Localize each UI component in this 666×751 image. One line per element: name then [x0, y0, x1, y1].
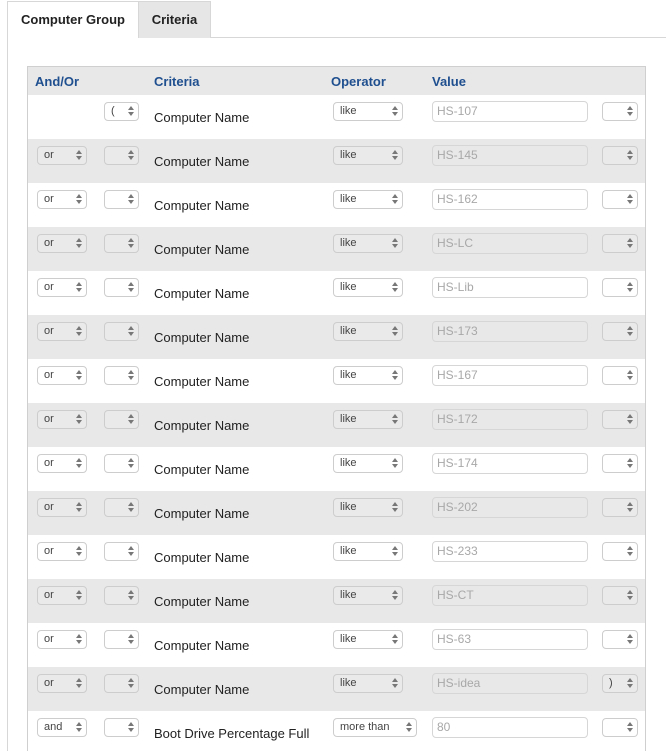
operator-select[interactable]: [333, 410, 403, 429]
up-down-chevron-icon: [127, 369, 135, 382]
up-down-chevron-icon: [127, 501, 135, 514]
up-down-chevron-icon: [75, 149, 83, 162]
criteria-name: Computer Name: [154, 682, 250, 697]
and-or-select[interactable]: [37, 454, 87, 473]
close-paren-select[interactable]: [602, 102, 638, 121]
up-down-chevron-icon: [127, 237, 135, 250]
value-input[interactable]: HS-233: [432, 541, 588, 562]
header-value: Value: [432, 74, 466, 89]
value-input[interactable]: HS-idea: [432, 673, 588, 694]
operator-select-value: like: [340, 677, 357, 689]
value-input[interactable]: HS-167: [432, 365, 588, 386]
open-paren-select[interactable]: [104, 410, 139, 429]
criteria-name: Computer Name: [154, 418, 250, 433]
up-down-chevron-icon: [626, 105, 634, 118]
criteria-name: Boot Drive Percentage Full: [154, 726, 310, 741]
and-or-select-value: or: [44, 589, 54, 601]
up-down-chevron-icon: [75, 193, 83, 206]
criteria-name: Computer Name: [154, 594, 250, 609]
value-input[interactable]: HS-202: [432, 497, 588, 518]
up-down-chevron-icon: [127, 325, 135, 338]
value-input[interactable]: HS-CT: [432, 585, 588, 606]
close-paren-select[interactable]: [602, 322, 638, 341]
operator-select-value: like: [340, 105, 357, 117]
close-paren-select[interactable]: [602, 366, 638, 385]
up-down-chevron-icon: [405, 721, 413, 734]
and-or-select-value: or: [44, 237, 54, 249]
operator-select-value: like: [340, 501, 357, 513]
up-down-chevron-icon: [391, 501, 399, 514]
and-or-select[interactable]: [37, 146, 87, 165]
operator-select[interactable]: [333, 102, 403, 121]
value-input[interactable]: HS-Lib: [432, 277, 588, 298]
table-row: [28, 535, 645, 579]
up-down-chevron-icon: [626, 677, 634, 690]
up-down-chevron-icon: [391, 545, 399, 558]
header-criteria: Criteria: [154, 74, 200, 89]
close-paren-select[interactable]: [602, 630, 638, 649]
close-paren-select[interactable]: [602, 234, 638, 253]
operator-select-value: like: [340, 457, 357, 469]
table-row: [28, 623, 645, 667]
up-down-chevron-icon: [391, 677, 399, 690]
up-down-chevron-icon: [127, 105, 135, 118]
up-down-chevron-icon: [391, 149, 399, 162]
up-down-chevron-icon: [127, 193, 135, 206]
up-down-chevron-icon: [626, 721, 634, 734]
and-or-select-value: or: [44, 369, 54, 381]
up-down-chevron-icon: [626, 237, 634, 250]
operator-select[interactable]: [333, 542, 403, 561]
operator-select[interactable]: [333, 278, 403, 297]
up-down-chevron-icon: [391, 325, 399, 338]
tab-bar: [7, 0, 666, 38]
table-row: [28, 711, 645, 751]
operator-select-value: like: [340, 237, 357, 249]
up-down-chevron-icon: [127, 149, 135, 162]
up-down-chevron-icon: [75, 413, 83, 426]
up-down-chevron-icon: [75, 237, 83, 250]
criteria-name: Computer Name: [154, 550, 250, 565]
and-or-select[interactable]: [37, 322, 87, 341]
open-paren-select[interactable]: [104, 278, 139, 297]
and-or-select-value: and: [44, 721, 63, 733]
close-paren-select[interactable]: [602, 146, 638, 165]
table-row: [28, 579, 645, 623]
operator-select[interactable]: [333, 718, 417, 737]
up-down-chevron-icon: [127, 721, 135, 734]
and-or-select[interactable]: [37, 542, 87, 561]
up-down-chevron-icon: [626, 325, 634, 338]
open-paren-select[interactable]: [104, 190, 139, 209]
up-down-chevron-icon: [127, 677, 135, 690]
operator-select-value: like: [340, 589, 357, 601]
close-paren-select[interactable]: [602, 454, 638, 473]
up-down-chevron-icon: [75, 457, 83, 470]
up-down-chevron-icon: [391, 193, 399, 206]
and-or-select-value: or: [44, 325, 54, 337]
up-down-chevron-icon: [626, 501, 634, 514]
up-down-chevron-icon: [75, 369, 83, 382]
open-paren-select[interactable]: [104, 322, 139, 341]
up-down-chevron-icon: [391, 413, 399, 426]
operator-select[interactable]: [333, 366, 403, 385]
operator-select[interactable]: [333, 322, 403, 341]
up-down-chevron-icon: [75, 281, 83, 294]
open-paren-select[interactable]: [104, 102, 139, 121]
operator-select[interactable]: [333, 498, 403, 517]
open-paren-select[interactable]: [104, 366, 139, 385]
value-input[interactable]: HS-145: [432, 145, 588, 166]
and-or-select-value: or: [44, 545, 54, 557]
table-row: [28, 447, 645, 491]
criteria-name: Computer Name: [154, 506, 250, 521]
and-or-select[interactable]: [37, 630, 87, 649]
header-operator: Operator: [331, 74, 386, 89]
and-or-select[interactable]: [37, 586, 87, 605]
table-row: [28, 359, 645, 403]
operator-select-value: like: [340, 633, 357, 645]
close-paren-select[interactable]: [602, 498, 638, 517]
criteria-name: Computer Name: [154, 374, 250, 389]
and-or-select[interactable]: [37, 234, 87, 253]
up-down-chevron-icon: [75, 633, 83, 646]
up-down-chevron-icon: [391, 369, 399, 382]
open-paren-select[interactable]: [104, 630, 139, 649]
operator-select[interactable]: [333, 674, 403, 693]
up-down-chevron-icon: [75, 677, 83, 690]
operator-select-value: like: [340, 545, 357, 557]
up-down-chevron-icon: [391, 237, 399, 250]
up-down-chevron-icon: [127, 589, 135, 602]
up-down-chevron-icon: [391, 105, 399, 118]
table-row: [28, 139, 645, 183]
operator-select-value: like: [340, 325, 357, 337]
open-paren-select[interactable]: [104, 234, 139, 253]
operator-select-value: like: [340, 281, 357, 293]
up-down-chevron-icon: [75, 545, 83, 558]
operator-select[interactable]: [333, 630, 403, 649]
open-paren-select[interactable]: [104, 718, 139, 737]
table-row: [28, 227, 645, 271]
and-or-select-value: or: [44, 633, 54, 645]
and-or-select[interactable]: [37, 278, 87, 297]
tab-criteria[interactable]: Criteria: [138, 1, 211, 38]
up-down-chevron-icon: [626, 193, 634, 206]
open-paren-select[interactable]: [104, 498, 139, 517]
criteria-name: Computer Name: [154, 110, 250, 125]
up-down-chevron-icon: [127, 413, 135, 426]
up-down-chevron-icon: [626, 633, 634, 646]
and-or-select-value: or: [44, 677, 54, 689]
and-or-select[interactable]: [37, 410, 87, 429]
up-down-chevron-icon: [391, 633, 399, 646]
open-paren-select[interactable]: [104, 674, 139, 693]
up-down-chevron-icon: [127, 457, 135, 470]
operator-select[interactable]: [333, 586, 403, 605]
operator-select-value: more than: [340, 721, 390, 733]
open-paren-select[interactable]: [104, 454, 139, 473]
open-paren-select-value: (: [111, 105, 115, 117]
up-down-chevron-icon: [626, 281, 634, 294]
close-paren-select[interactable]: [602, 586, 638, 605]
close-paren-select[interactable]: [602, 410, 638, 429]
and-or-select-value: or: [44, 457, 54, 469]
up-down-chevron-icon: [75, 325, 83, 338]
table-row: [28, 315, 645, 359]
up-down-chevron-icon: [391, 589, 399, 602]
criteria-name: Computer Name: [154, 198, 250, 213]
table-row: [28, 491, 645, 535]
criteria-table: [27, 66, 646, 751]
criteria-name: Computer Name: [154, 462, 250, 477]
operator-select[interactable]: [333, 190, 403, 209]
open-paren-select[interactable]: [104, 146, 139, 165]
up-down-chevron-icon: [626, 413, 634, 426]
table-row: [28, 95, 645, 139]
and-or-select-value: or: [44, 501, 54, 513]
operator-select[interactable]: [333, 454, 403, 473]
up-down-chevron-icon: [127, 633, 135, 646]
close-paren-select[interactable]: [602, 190, 638, 209]
up-down-chevron-icon: [391, 457, 399, 470]
value-input[interactable]: HS-172: [432, 409, 588, 430]
operator-select[interactable]: [333, 234, 403, 253]
up-down-chevron-icon: [127, 545, 135, 558]
operator-select-value: like: [340, 193, 357, 205]
operator-select-value: like: [340, 369, 357, 381]
value-input[interactable]: HS-173: [432, 321, 588, 342]
tab-computer-group[interactable]: Computer Group: [7, 1, 139, 38]
operator-select-value: like: [340, 149, 357, 161]
open-paren-select[interactable]: [104, 586, 139, 605]
open-paren-select[interactable]: [104, 542, 139, 561]
operator-select[interactable]: [333, 146, 403, 165]
and-or-select[interactable]: [37, 190, 87, 209]
value-input[interactable]: HS-63: [432, 629, 588, 650]
criteria-name: Computer Name: [154, 286, 250, 301]
criteria-table-header: [28, 67, 645, 95]
up-down-chevron-icon: [626, 545, 634, 558]
close-paren-select-value: ): [609, 677, 613, 689]
and-or-select[interactable]: [37, 366, 87, 385]
close-paren-select[interactable]: [602, 718, 638, 737]
value-input[interactable]: HS-162: [432, 189, 588, 210]
up-down-chevron-icon: [75, 721, 83, 734]
up-down-chevron-icon: [75, 501, 83, 514]
up-down-chevron-icon: [75, 589, 83, 602]
table-row: [28, 667, 645, 711]
header-and-or: And/Or: [35, 74, 80, 89]
and-or-select[interactable]: [37, 674, 87, 693]
value-input[interactable]: 80: [432, 717, 588, 738]
close-paren-select[interactable]: [602, 674, 638, 693]
up-down-chevron-icon: [626, 589, 634, 602]
criteria-name: Computer Name: [154, 154, 250, 169]
and-or-select-value: or: [44, 193, 54, 205]
table-row: [28, 271, 645, 315]
up-down-chevron-icon: [626, 369, 634, 382]
table-row: [28, 183, 645, 227]
operator-select-value: like: [340, 413, 357, 425]
and-or-select[interactable]: [37, 718, 87, 737]
and-or-select-value: or: [44, 413, 54, 425]
close-paren-select[interactable]: [602, 278, 638, 297]
value-input[interactable]: HS-174: [432, 453, 588, 474]
table-row: [28, 403, 645, 447]
criteria-name: Computer Name: [154, 330, 250, 345]
and-or-select-value: or: [44, 149, 54, 161]
and-or-select[interactable]: [37, 498, 87, 517]
value-input[interactable]: HS-LC: [432, 233, 588, 254]
up-down-chevron-icon: [127, 281, 135, 294]
criteria-name: Computer Name: [154, 242, 250, 257]
value-input[interactable]: HS-107: [432, 101, 588, 122]
and-or-select-value: or: [44, 281, 54, 293]
criteria-name: Computer Name: [154, 638, 250, 653]
up-down-chevron-icon: [626, 149, 634, 162]
close-paren-select[interactable]: [602, 542, 638, 561]
up-down-chevron-icon: [391, 281, 399, 294]
up-down-chevron-icon: [626, 457, 634, 470]
